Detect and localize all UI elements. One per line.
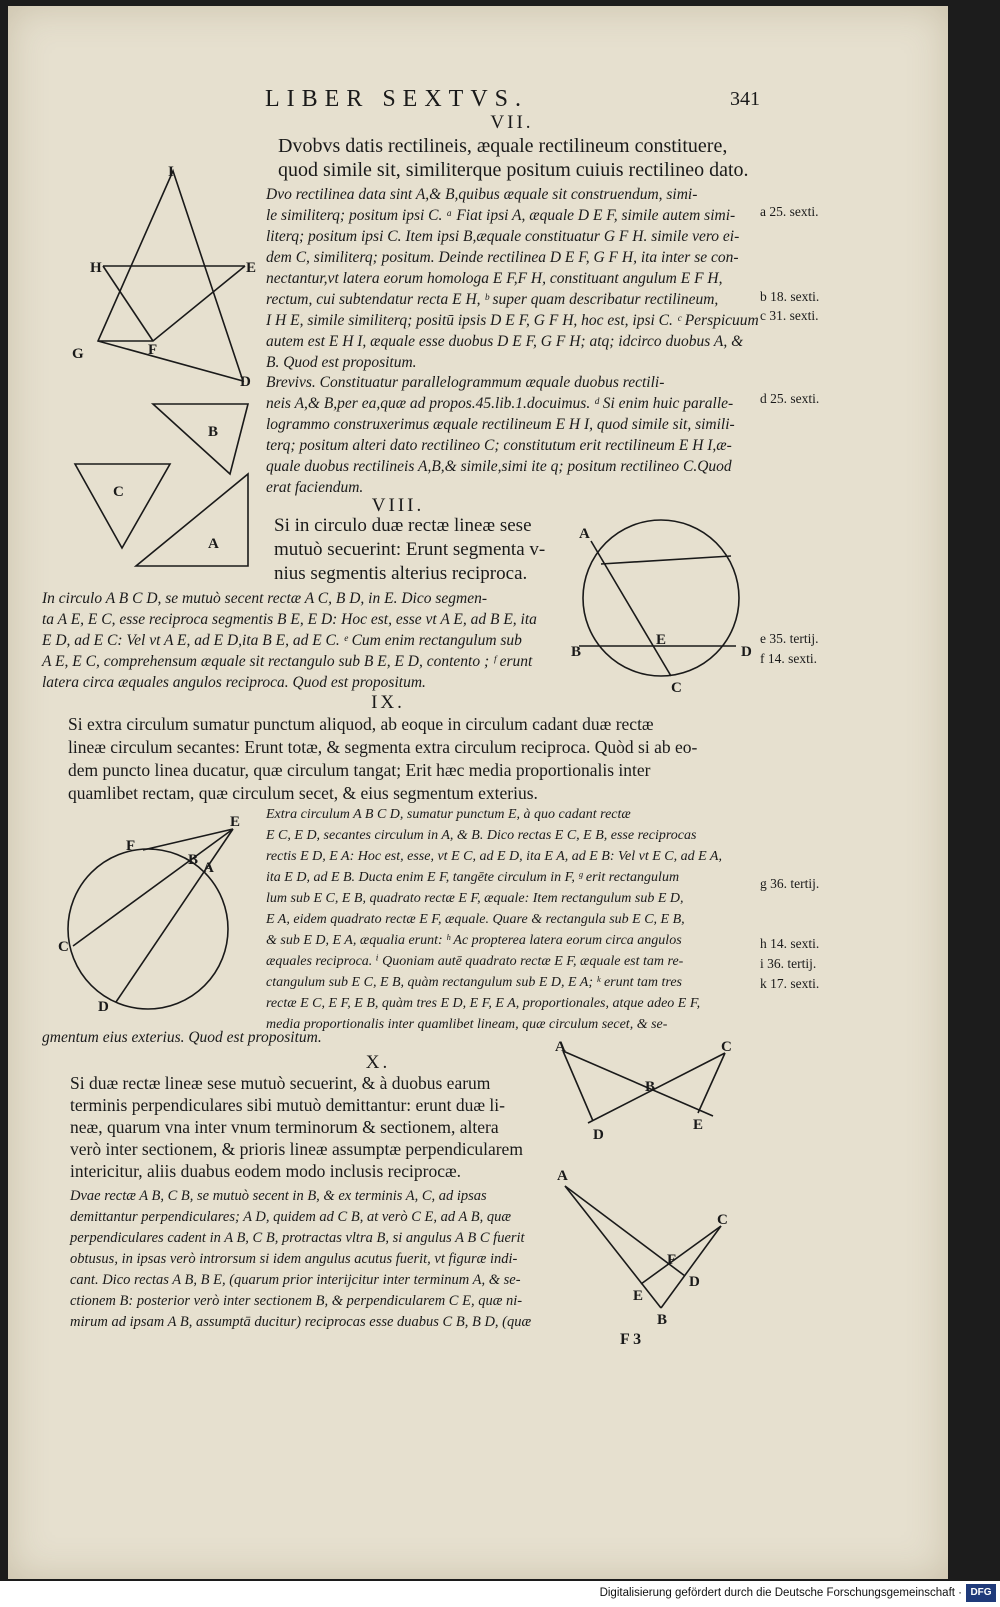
- proposition-x: [70, 1072, 523, 1182]
- text-line: cant. Dico rectas A B, B E, (quarum prior interijcitur inter terminum A, & se-: [70, 1272, 521, 1288]
- figure-label: B: [657, 1312, 668, 1328]
- figure-label: B: [645, 1079, 656, 1095]
- figure-label: D: [741, 644, 752, 660]
- text-line: rectæ E C, E F, E B, quàm tres E D, E F, E A, proportionales, atque adeo E F,: [266, 996, 701, 1011]
- text-line: le similiterq; positum ipsi C. ᵃ Fiat ipsi A, æquale D E F, simile autem simi-: [266, 207, 736, 224]
- dfg-logo: DFG: [966, 1584, 996, 1602]
- margin-note: d 25. sexti.: [760, 391, 820, 406]
- text-line: autem est E H I, æquale esse duobus D E F, G F H; atq; idcirco duobus A, &: [266, 333, 744, 350]
- margin-note: i 36. tertij.: [760, 956, 817, 971]
- line-hf: [103, 266, 153, 341]
- proposition-line: neæ, quarum vna inter vnum terminorum & sectionem, altera: [70, 1117, 499, 1137]
- figure-ix: [48, 814, 258, 1024]
- line-ab-extended: [563, 1051, 713, 1116]
- section-numeral-ix: IX.: [371, 692, 405, 713]
- text-line: ta A E, E C, esse reciproca segmentis B E, E D: Hoc est, esse vt A E, ad B E, ita: [42, 611, 537, 628]
- margin-note: h 14. sexti.: [760, 936, 820, 951]
- figure-label: F: [667, 1252, 677, 1268]
- margin-note: f 14. sexti.: [760, 651, 817, 666]
- brevius-paragraph: [266, 372, 735, 498]
- proposition-line: verò inter sectionem, & prioris lineæ assumptæ perpendicularem: [70, 1139, 523, 1159]
- proposition-line: Si duæ rectæ lineæ sese mutuò secuerint, & à duobus earum: [70, 1073, 491, 1093]
- book-page: [8, 6, 948, 1579]
- text-line: In circulo A B C D, se mutuò secent rectæ A C, B D, in E. Dico segmen-: [42, 590, 487, 607]
- proposition-line: quamlibet rectam, quæ circulum secet, & eius segmentum exterius.: [68, 783, 538, 803]
- chord-ac: [591, 541, 671, 676]
- text-line: ita E D, ad E B. Ducta enim E F, tangēte circulum in F, ᵍ erit rectangulum: [266, 870, 680, 885]
- text-line: rectum, cui subtendatur recta E H, ᵇ super quam describatur rectilineum,: [266, 291, 719, 308]
- text-line: æquales reciproca. ⁱ Quoniam autē quadrato rectæ E F, æquale est tam re-: [266, 954, 684, 969]
- figure-label: A: [557, 1168, 568, 1184]
- proposition-line: Si in circulo duæ rectæ lineæ sese: [274, 515, 532, 536]
- text-line: demittantur perpendiculares; A D, quidem ad C B, at verò C E, ad A B, quæ: [70, 1209, 512, 1225]
- text-line: Dvae rectæ A B, C B, se mutuò secent in B, & ex terminis A, C, ad ipsas: [70, 1188, 487, 1204]
- text-line: erat faciendum.: [266, 479, 364, 496]
- text-line: literq; positum ipsi C. Item ipsi B,æquale constituatur G F H. simile vero ei-: [266, 228, 740, 245]
- text-line: Dvo rectilinea data sint A,& B,quibus æquale sit construendum, simi-: [266, 186, 698, 203]
- text-line: & sub E D, E A, æqualia erunt: ʰ Ac propterea latera eorum circa angulos: [266, 933, 682, 948]
- running-title: LIBER SEXTVS.: [265, 86, 529, 112]
- text-line: terq; positum alteri dato rectilineo C; constitutum erit rectilineum E H I,æ-: [266, 437, 732, 454]
- proposition-line: terminis perpendiculares sibi mutuò demittantur: erunt duæ li-: [70, 1095, 505, 1115]
- text-line: nectantur,vt latera eorum homologa E F,F H, constituant angulum E F H,: [266, 270, 723, 287]
- text-line: B. Quod est propositum.: [266, 354, 417, 371]
- secant-ed: [116, 829, 233, 1002]
- text-line: ctionem B: posterior verò inter sectionem B, & perpendicularem C E, quæ ni-: [70, 1293, 523, 1309]
- funding-note: Digitalisierung gefördert durch die Deutsche Forschungsgemeinschaft ·: [599, 1587, 962, 1599]
- perp-ce: [641, 1226, 721, 1284]
- signature-mark: F 3: [620, 1331, 642, 1348]
- demonstration-ix: [266, 804, 722, 1035]
- figure-x-obtuse: [553, 1041, 753, 1146]
- figure-label: D: [689, 1274, 700, 1290]
- text-line: dem C, similiterq; positum. Deinde rectilinea D E F, G F H, ita inter se con-: [266, 249, 739, 266]
- proposition-line: Si extra circulum sumatur punctum aliquod, ab eoque in circulum cadant duæ rectæ: [68, 714, 654, 734]
- section-numeral-viii: VIII.: [371, 495, 425, 516]
- margin-note: b 18. sexti.: [760, 289, 820, 304]
- figure-label: B: [571, 644, 582, 660]
- text-line: neis A,& B,per ea,quæ ad propos.45.lib.1.docuimus. ᵈ Si enim huic paralle-: [266, 395, 734, 412]
- circle-abcd: [583, 520, 739, 676]
- figure-label: G: [72, 346, 84, 362]
- figure-label: C: [113, 484, 124, 500]
- text-line: rectis E D, E A: Hoc est, esse, vt E C, ad E D, ita E A, ad E B: Vel vt E C, ad E A,: [266, 849, 722, 864]
- text-line: Brevivs. Constituatur parallelogrammum æquale duobus rectili-: [266, 374, 665, 391]
- figure-label: A: [208, 536, 219, 552]
- figure-label: E: [693, 1117, 704, 1133]
- text-line: media proportionalis inter quamlibet lineam, quæ circulum secet, & se-: [266, 1017, 668, 1032]
- text-line: latera circa æquales angulos reciproca. Quod est propositum.: [42, 674, 426, 691]
- proposition-vii: [278, 134, 749, 182]
- triangle-c: [75, 464, 170, 548]
- figure-label: E: [230, 814, 241, 830]
- figure-label: A: [579, 526, 590, 542]
- text-line: obtusus, in ipsas verò introrsum si idem angulus acutus fuerit, vt figuræ indi-: [70, 1251, 518, 1267]
- figure-vii: [58, 156, 268, 576]
- figure-label: D: [593, 1127, 604, 1143]
- figure-label: D: [98, 999, 109, 1015]
- figure-label: C: [721, 1039, 732, 1055]
- figure-label: E: [246, 260, 257, 276]
- line-gf-fe: [98, 266, 245, 341]
- figure-label: C: [671, 680, 682, 696]
- section-numeral-vii: VII.: [490, 112, 534, 133]
- text-line: quale duobus rectilineis A,B,& simile,simi ite q; positum rectilineo C.Quod: [266, 458, 732, 475]
- text-line: mirum ad ipsam A B, assumptā ducitur) reciprocas esse duabus C B, B D, (quæ: [70, 1314, 532, 1330]
- triangle-a: [136, 474, 248, 566]
- section-numeral-x: X.: [365, 1052, 391, 1073]
- figure-label: H: [90, 260, 102, 276]
- text-line: ctangulum sub E C, E B, quàm rectangulum sub E D, E A; ᵏ erunt tam tres: [266, 975, 682, 990]
- footer-bar: [0, 1581, 1000, 1607]
- margin-note: a 25. sexti.: [760, 204, 819, 219]
- chord-extra: [601, 556, 731, 564]
- text-line: logrammo construxerimus æquale rectilineum E H I, quod simile sit, simili-: [266, 416, 735, 433]
- proposition-line: Dvobvs datis rectilineis, æquale rectilineum constituere,: [278, 135, 728, 157]
- figure-label: D: [240, 374, 251, 390]
- figure-label: E: [656, 632, 667, 648]
- margin-note: k 17. sexti.: [760, 976, 820, 991]
- page-number: 341: [730, 88, 760, 110]
- proposition-line: nius segmentis alterius reciproca.: [274, 563, 528, 584]
- demonstration-x: [70, 1186, 531, 1333]
- figure-label: F: [148, 342, 158, 358]
- figure-x-acute: [553, 1166, 743, 1326]
- proposition-line: intericitur, aliis duabus eodem modo inclusis reciprocæ.: [70, 1161, 462, 1181]
- text-line: E C, E D, secantes circulum in A, & B. Dico rectas E C, E B, esse reciprocas: [266, 828, 697, 843]
- figure-label: F: [126, 838, 136, 854]
- figure-label: I: [168, 164, 174, 180]
- figure-label: C: [58, 939, 69, 955]
- figure-label: C: [717, 1212, 728, 1228]
- perp-ce: [698, 1053, 725, 1113]
- text-line: Extra circulum A B C D, sumatur punctum E, à quo cadant rectæ: [266, 807, 631, 822]
- secant-ec: [73, 829, 233, 946]
- demonstration-ix-last-line: gmentum eius exterius. Quod est propositum.: [42, 1029, 322, 1046]
- margin-note: e 35. tertij.: [760, 631, 819, 646]
- proposition-viii: [274, 514, 545, 586]
- text-line: perpendiculares cadent in A B, C B, protractas vltra B, si angulus A B C fuerit: [70, 1230, 525, 1246]
- figure-label: E: [633, 1288, 644, 1304]
- demonstration-vii: [266, 184, 759, 373]
- triangle-hie: [98, 171, 243, 381]
- proposition-line: lineæ circulum secantes: Erunt totæ, & segmenta extra circulum reciproca. Quòd si ab eo-: [68, 737, 698, 757]
- proposition-line: quod simile sit, similiterque positum cuiuis rectilineo dato.: [278, 159, 749, 181]
- figure-label: A: [555, 1039, 566, 1055]
- proposition-line: dem puncto linea ducatur, quæ circulum tangat; Erit hæc media proportionalis inter: [68, 760, 651, 780]
- demonstration-viii: [42, 588, 537, 693]
- figure-label: A: [203, 860, 214, 876]
- figure-viii: [571, 516, 771, 696]
- margin-note: c 31. sexti.: [760, 308, 819, 323]
- text-line: E D, ad E C: Vel vt A E, ad E D,ita B E, ad E C. ᵉ Cum enim rectangulum sub: [42, 632, 522, 649]
- proposition-ix: [68, 713, 697, 805]
- proposition-line: mutuò secuerint: Erunt segmenta v-: [274, 539, 546, 560]
- text-line: I H E, simile similiterq; positū ipsis D E F, G F H, hoc est, ipsi C. ᶜ Perspicuum: [266, 312, 759, 329]
- figure-label: B: [208, 424, 219, 440]
- margin-note: g 36. tertij.: [760, 876, 820, 891]
- text-line: E A, eidem quadrato rectæ E F, æquale. Quare & rectangula sub E C, E B,: [266, 912, 685, 927]
- text-line: lum sub E C, E B, quadrato rectæ E F, æquale: Item rectangulum sub E D,: [266, 891, 684, 906]
- text-line: A E, E C, comprehensum æquale sit rectangulo sub B E, E D, contento ; ᶠ erunt: [42, 653, 533, 670]
- figure-label: B: [188, 852, 199, 868]
